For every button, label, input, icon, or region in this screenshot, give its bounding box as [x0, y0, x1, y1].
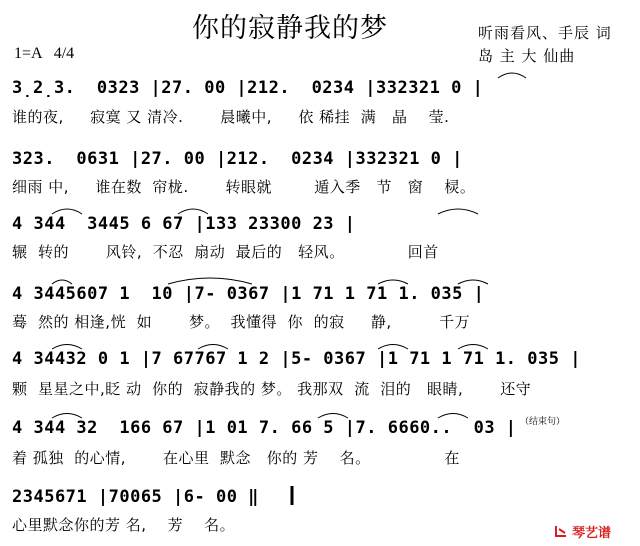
- lyrics-line-5: 颗 星星之中,眨 动 你的 寂静我的 梦。 我那双 流 泪的 眼睛, 还守: [12, 380, 532, 398]
- slur-1: [498, 73, 526, 78]
- slur-6: [52, 280, 72, 284]
- site-watermark: [554, 522, 632, 540]
- slur-3: [178, 209, 208, 214]
- lyrics-line-2: 细雨 中, 谁在数 帘栊. 转眼就 遁入季 节 窗 棂。: [12, 178, 476, 196]
- slur-15: [438, 414, 468, 419]
- slur-5: [168, 278, 252, 284]
- notation-line-4: 4 3445607 1 10 |7- 0367 |1 71 1 71 1. 035 |: [12, 284, 485, 304]
- notation-line-3: 4 344 3445 6 67 |133 23300 23 |: [12, 214, 356, 234]
- slur-10: [198, 345, 228, 350]
- lyrics-line-6: 着 孤独 的心情, 在心里 默念 你的 芳 名。 在: [12, 449, 460, 467]
- slur-2: [52, 209, 82, 214]
- key-signature: 1=A 4/4: [14, 45, 75, 62]
- end-phrase-note: （结束句）: [520, 417, 566, 427]
- lyrics-line-3: 辗 转的 风铃, 不忍 扇动 最后的 轻风。 回首: [12, 243, 439, 261]
- slur-8: [458, 280, 488, 284]
- slur-14: [318, 414, 348, 419]
- slur-7: [378, 280, 408, 284]
- lyrics-line-4: 蓦 然的 相逢,恍 如 梦。 我懂得 你 的寂 静, 千万: [12, 313, 471, 331]
- composer-credit: 岛 主 大 仙曲: [478, 47, 576, 65]
- slur-13: [52, 414, 82, 419]
- slur-11: [378, 345, 408, 350]
- notation-line-5: 4 34432 0 1 |7 67767 1 2 |5- 0367 |1 71 1 71 1. 035 |: [12, 349, 581, 369]
- slur-12: [458, 345, 488, 350]
- lyrics-line-7: 心里默念你的芳 名, 芳 名。: [12, 516, 236, 534]
- slur-9: [52, 345, 82, 350]
- notation-line-1: 3̣2̣3. 0323 |27. 00 |212. 0234 |332321 0 |: [12, 78, 484, 98]
- lyricist-credit: 听雨看风、手辰 词: [478, 24, 612, 42]
- watermark-text: 琴艺谱: [572, 526, 612, 541]
- watermark-logo-icon: [554, 524, 569, 538]
- notation-line-2: 323. 0631 |27. 00 |212. 0234 |332321 0 |: [12, 149, 463, 169]
- slur-4: [438, 209, 478, 214]
- notation-line-6: 4 344 32 166 67 |1 01 7. 66 5 |7. 6660.. 03 |: [12, 418, 517, 438]
- notation-line-7: 2345671 |70065 |6- 00 ‖: [12, 487, 259, 507]
- song-title: 你的寂静我的梦: [192, 13, 388, 44]
- lyrics-line-1: 谁的夜, 寂寞 又 清冷. 晨曦中, 依 稀挂 满 晶 莹.: [12, 108, 450, 126]
